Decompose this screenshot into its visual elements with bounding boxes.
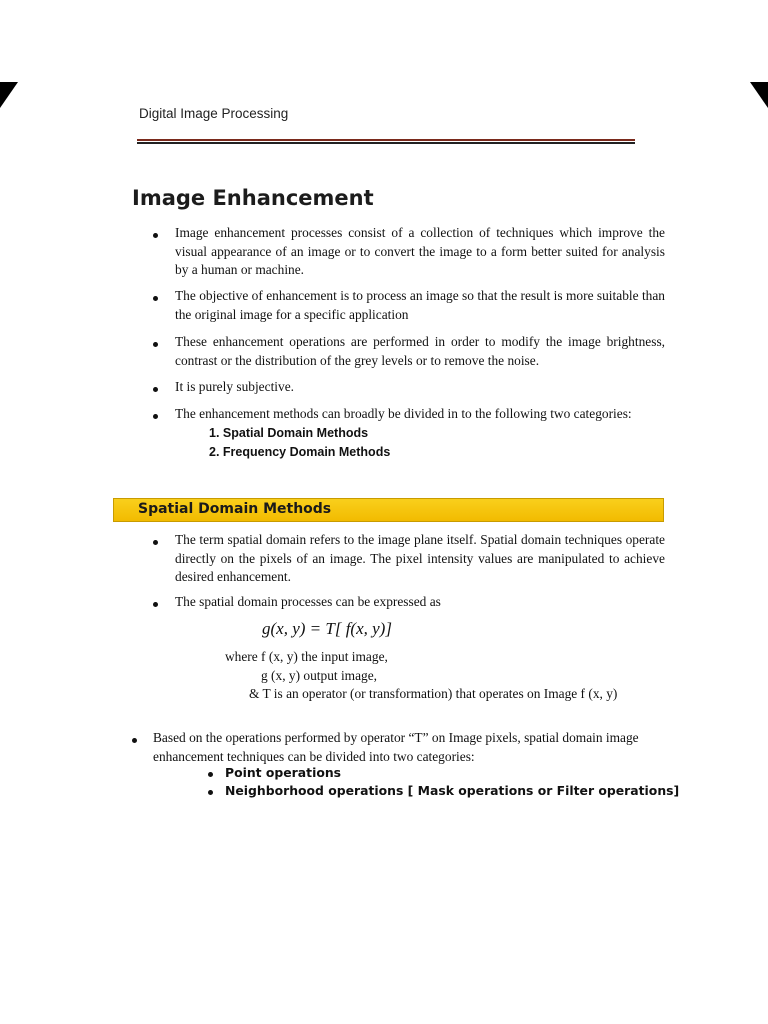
bullet-marker: [153, 342, 158, 347]
intro-bullet-2: The objective of enhancement is to process an image so that the result is more suitable than the original image for a specific application: [175, 288, 665, 322]
page-corner-right: [750, 82, 768, 108]
section-heading-bar: [113, 498, 664, 522]
bullet-marker: [153, 387, 158, 392]
intro-bullet-5: The enhancement methods can broadly be divided in to the following two categories:: [175, 406, 632, 421]
page-title: Image Enhancement: [132, 186, 374, 210]
intro-bullet-4: It is purely subjective.: [175, 379, 294, 394]
bullet-marker: [153, 414, 158, 419]
formula: g(x, y) = T[ f(x, y)]: [262, 619, 392, 638]
spatial-bullet-1: The term spatial domain refers to the image plane itself. Spatial domain techniques operate directly on the pixels of an image. The pixel intensity values are manipulated to achieve desired enhancement.: [175, 532, 665, 584]
operations-bullet: Based on the operations performed by operator “T” on Image pixels, spatial domain image enhancement techniques can be divided into two categories:: [153, 730, 639, 764]
where-line-1: where f (x, y) the input image,: [225, 649, 388, 664]
bullet-marker: [153, 540, 158, 545]
bullet-marker: [153, 296, 158, 301]
category-item-1: 1. Spatial Domain Methods: [209, 426, 369, 440]
bullet-marker: [208, 790, 213, 795]
bullet-marker: [132, 738, 137, 743]
operation-type-2: Neighborhood operations [ Mask operations or Filter operations]: [225, 783, 680, 798]
where-line-3: & T is an operator (or transformation) that operates on Image f (x, y): [249, 686, 618, 701]
page-corner-left: [0, 82, 18, 108]
intro-bullet-1: Image enhancement processes consist of a collection of techniques which improve the visual appearance of an image or to convert the image to a form better suited for analysis by a human or machine.: [175, 225, 665, 277]
bullet-marker: [153, 602, 158, 607]
category-item-2: 2. Frequency Domain Methods: [209, 445, 391, 459]
header-divider: [137, 139, 635, 144]
section-heading: Spatial Domain Methods: [138, 501, 332, 517]
intro-bullet-3: These enhancement operations are performed in order to modify the image brightness, contrast or the distribution of the grey levels or to remove the noise.: [175, 334, 665, 368]
bullet-marker: [208, 772, 213, 777]
spatial-bullet-2: The spatial domain processes can be expressed as: [175, 594, 441, 609]
running-header: Digital Image Processing: [139, 106, 289, 121]
operation-type-1: Point operations: [225, 765, 342, 780]
bullet-marker: [153, 233, 158, 238]
where-line-2: g (x, y) output image,: [261, 668, 378, 683]
